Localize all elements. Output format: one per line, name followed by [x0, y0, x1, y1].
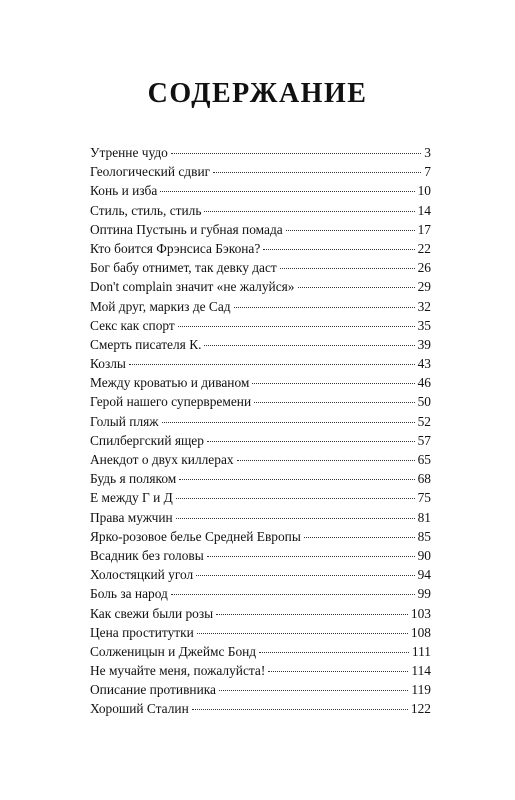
- toc-entry-title: Конь и изба: [90, 183, 158, 199]
- toc-entry-page-number: 52: [417, 413, 431, 429]
- dot-leader: [196, 575, 414, 576]
- dot-leader: [213, 172, 421, 173]
- toc-entry-page-number: 22: [417, 240, 431, 256]
- toc-entry: [90, 604, 431, 623]
- dot-leader: [207, 441, 415, 442]
- dot-leader: [219, 690, 408, 691]
- toc-entry-page-number: 14: [417, 202, 431, 218]
- toc-entry: [90, 546, 431, 565]
- toc-entry: [90, 201, 431, 220]
- toc-entry: [90, 680, 431, 699]
- toc-entry-title: Между кроватью и диваном: [90, 375, 250, 391]
- toc-entry: [90, 373, 431, 392]
- toc-entry: [90, 661, 431, 680]
- dot-leader: [280, 268, 415, 269]
- toc-entry-title: Геологический сдвиг: [90, 164, 211, 180]
- dot-leader: [254, 402, 414, 403]
- toc-entry: [90, 565, 431, 584]
- toc-entry-title: Кто боится Фрэнсиса Бэкона?: [90, 240, 261, 256]
- toc-entry-title: Цена проститутки: [90, 624, 194, 640]
- toc-entry: [90, 297, 431, 316]
- toc-entry-title: Права мужчин: [90, 509, 173, 525]
- toc-entry-title: Мой друг, маркиз де Сад: [90, 298, 231, 314]
- toc-entry-title: Утренне чудо: [90, 145, 168, 160]
- toc-entry-title: Как свежи были розы: [90, 605, 214, 621]
- toc-entry-title: Смерть писателя К.: [90, 336, 202, 352]
- dot-leader: [268, 671, 408, 672]
- dot-leader: [192, 709, 408, 710]
- toc-entry-page-number: 10: [417, 183, 431, 199]
- toc-entry: [90, 450, 431, 469]
- toc-entry-title: Козлы: [90, 356, 126, 372]
- toc-entry-page-number: 111: [411, 643, 431, 659]
- toc-entry: [90, 316, 431, 335]
- toc-entry-title: Бог бабу отнимет, так девку даст: [90, 260, 277, 276]
- dot-leader: [259, 652, 409, 653]
- toc-entry-page-number: 3: [424, 145, 431, 160]
- table-of-contents: [90, 143, 431, 719]
- page-title: СОДЕРЖАНИЕ: [147, 78, 368, 109]
- dot-leader: [304, 537, 415, 538]
- toc-entry: [90, 162, 431, 181]
- toc-entry-page-number: 119: [411, 682, 431, 698]
- toc-entry-page-number: 57: [417, 432, 431, 448]
- dot-leader: [204, 345, 414, 346]
- toc-entry: [90, 508, 431, 527]
- dot-leader: [204, 211, 414, 212]
- toc-entry-title: Хороший Сталин: [90, 701, 189, 717]
- toc-entry-title: Спилбергский ящер: [90, 432, 204, 448]
- toc-entry-title: Описание противника: [90, 682, 216, 698]
- dot-leader: [162, 422, 415, 423]
- toc-entry-page-number: 32: [417, 298, 431, 314]
- dot-leader: [179, 479, 414, 480]
- dot-leader: [298, 287, 415, 288]
- toc-entry-title: Анекдот о двух киллерах: [90, 452, 234, 467]
- toc-entry: [90, 335, 431, 354]
- toc-entry-title: Оптина Пустынь и губная помада: [90, 221, 283, 237]
- dot-leader: [237, 460, 415, 461]
- toc-entry-page-number: 81: [417, 509, 431, 525]
- toc-entry: [90, 584, 431, 603]
- toc-entry-page-number: 50: [417, 394, 431, 410]
- dot-leader: [263, 249, 414, 250]
- dot-leader: [234, 307, 415, 308]
- toc-entry-page-number: 17: [417, 221, 431, 237]
- dot-leader: [171, 594, 415, 595]
- toc-entry-page-number: 90: [417, 547, 431, 563]
- toc-entry: [90, 623, 431, 642]
- toc-entry-page-number: 122: [410, 701, 431, 717]
- dot-leader: [286, 230, 415, 231]
- dot-leader: [160, 191, 414, 192]
- toc-entry: [90, 412, 431, 431]
- toc-entry: [90, 642, 431, 661]
- toc-entry-page-number: 39: [417, 336, 431, 352]
- toc-entry: [90, 699, 431, 718]
- toc-entry-title: Секс как спорт: [90, 317, 175, 333]
- toc-entry: [90, 354, 431, 373]
- toc-entry-title: Герой нашего супервремени: [90, 394, 252, 410]
- toc-entry-page-number: 99: [417, 586, 431, 602]
- toc-entry-page-number: 75: [417, 490, 431, 506]
- toc-entry-page-number: 68: [417, 471, 431, 487]
- dot-leader: [176, 518, 415, 519]
- toc-entry-page-number: 108: [410, 624, 431, 640]
- toc-entry-page-number: 65: [417, 452, 431, 467]
- toc-entry-page-number: 35: [417, 317, 431, 333]
- dot-leader: [129, 364, 415, 365]
- toc-entry-title: Не мучайте меня, пожалуйста!: [90, 663, 266, 679]
- toc-entry-page-number: 94: [417, 567, 431, 583]
- toc-entry-title: Стиль, стиль, стиль: [90, 202, 202, 218]
- toc-entry-page-number: 26: [417, 260, 431, 276]
- toc-entry-page-number: 43: [417, 356, 431, 372]
- dot-leader: [252, 383, 414, 384]
- toc-entry: [90, 258, 431, 277]
- toc-entry-title: Голый пляж: [90, 413, 159, 429]
- toc-entry-title: Ярко-розовое белье Средней Европы: [90, 528, 301, 544]
- toc-entry: [90, 392, 431, 411]
- toc-entry: [90, 527, 431, 546]
- toc-entry-title: Don't complain значит «не жалуйся»: [90, 279, 295, 295]
- toc-entry-title: Солженицын и Джеймс Бонд: [90, 643, 257, 659]
- toc-entry-page-number: 103: [410, 605, 431, 621]
- toc-entry-title: Всадник без головы: [90, 547, 204, 563]
- toc-entry: [90, 143, 431, 162]
- toc-entry: [90, 431, 431, 450]
- toc-entry-title: Е между Г и Д: [90, 490, 173, 506]
- dot-leader: [216, 614, 408, 615]
- dot-leader: [176, 498, 415, 499]
- dot-leader: [197, 633, 408, 634]
- toc-entry-title: Будь я поляком: [90, 471, 177, 487]
- dot-leader: [178, 326, 415, 327]
- toc-entry-page-number: 85: [417, 528, 431, 544]
- toc-entry-title: Холостяцкий угол: [90, 567, 194, 583]
- toc-entry-page-number: 7: [424, 164, 431, 180]
- toc-entry-title: Боль за народ: [90, 586, 168, 602]
- dot-leader: [171, 153, 421, 154]
- toc-entry-page-number: 46: [417, 375, 431, 391]
- dot-leader: [207, 556, 415, 557]
- toc-entry: [90, 239, 431, 258]
- toc-entry: [90, 220, 431, 239]
- toc-entry: [90, 277, 431, 296]
- toc-entry: [90, 181, 431, 200]
- toc-entry-page-number: 29: [417, 279, 431, 295]
- toc-entry-page-number: 114: [411, 663, 431, 679]
- toc-entry: [90, 469, 431, 488]
- toc-entry: [90, 488, 431, 507]
